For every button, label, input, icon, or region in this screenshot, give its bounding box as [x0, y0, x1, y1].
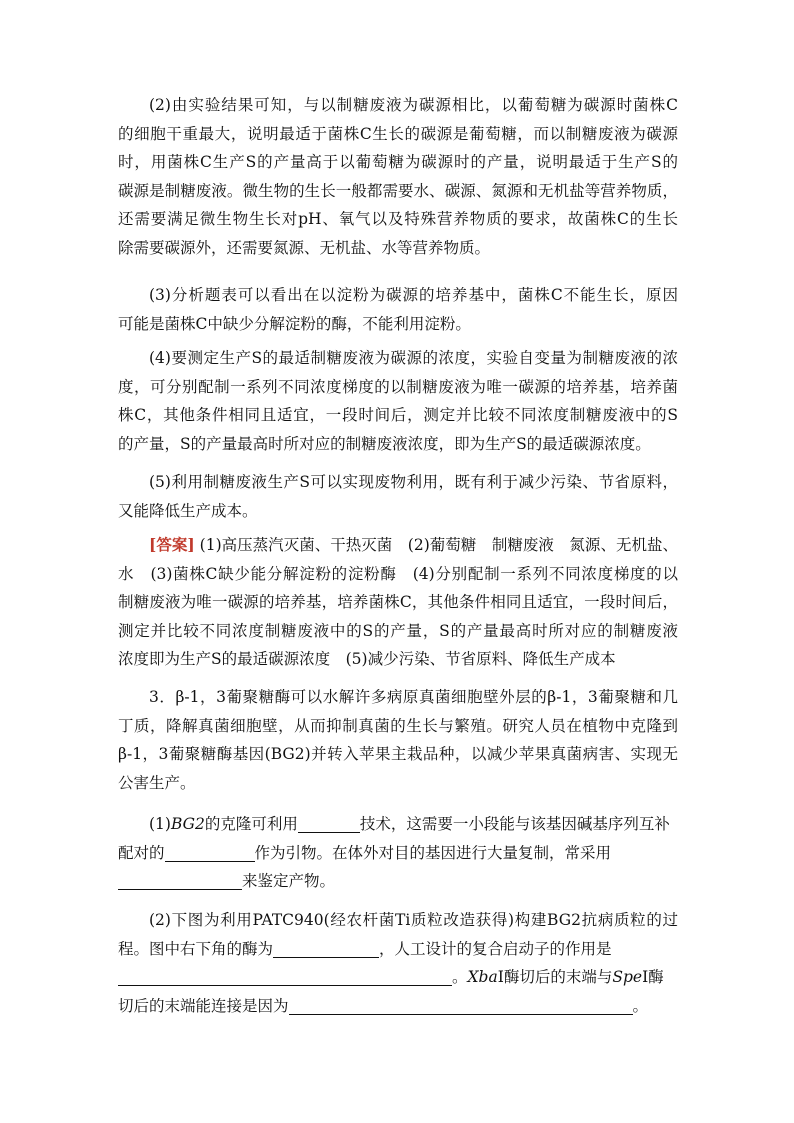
solution-part-5 [118, 468, 678, 525]
solution-part-4 [118, 344, 678, 458]
answer-blank[interactable] [118, 967, 452, 986]
text-line: 又能降低生产成本。 [118, 501, 258, 520]
answer-block [118, 531, 678, 674]
text-line: (3)分析题表可以看出在以淀粉为碳源的培养基中，菌株C不能生长，原因 [149, 286, 678, 304]
answer-blank[interactable] [289, 996, 633, 1015]
answer-tag: [答案] [149, 535, 195, 554]
text-line: 公害生产。 [118, 773, 196, 792]
answer-blank[interactable] [273, 939, 379, 958]
text-line: (1)BG2的克隆可利用 技术，这需要一小段能与该基因碱基序列互补 [149, 815, 670, 833]
solution-part-2 [118, 91, 678, 262]
text-line: 除需要碳源外，还需要氮源、无机盐、水等营养物质。 [118, 238, 491, 257]
question-3-stem [118, 683, 678, 797]
question-3-part-1 [118, 810, 678, 896]
text-line: 3．β-1，3葡聚糖酶可以水解许多病原真菌细胞壁外层的β-1，3葡聚糖和几 [149, 688, 678, 706]
answer-blank[interactable] [118, 871, 242, 890]
text-line [118, 531, 678, 560]
solution-part-3 [118, 281, 678, 338]
text-line: 还需要满足微生物生长对pH、氧气以及特殊营养物质的要求，故菌株C的生长 [118, 210, 678, 228]
text-line: 程。图中右下角的酶为 ，人工设计的复合启动子的作用是 [118, 939, 612, 958]
text-line: 可能是菌株C中缺少分解淀粉的酶，不能利用淀粉。 [118, 314, 471, 333]
text-line: 碳源是制糖废液。微生物的生长一般都需要水、碳源、氮源和无机盐等营养物质， [118, 181, 678, 200]
answer-blank[interactable] [165, 843, 255, 862]
text-line: 配对的 作为引物。在体外对目的基因进行大量复制，常采用 [118, 843, 612, 862]
text-line: 的产量，S的产量最高时所对应的制糖废液浓度，即为生产S的最适碳源浓度。 [118, 434, 651, 453]
answer-blank[interactable] [298, 814, 360, 833]
text-line: 水 (3)菌株C缺少能分解淀粉的淀粉酶 (4)分别配制一系列不同浓度梯度的以 [118, 564, 678, 583]
enzyme-name: Xba [467, 968, 498, 986]
text-line: (5)利用制糖废液生产S可以实现废物利用，既有利于减少污染、节省原料， [149, 473, 678, 491]
text-line: 来鉴定产物。 [118, 867, 678, 896]
text-line: 浓度即为生产S的最适碳源浓度 (5)减少污染、节省原料、降低生产成本 [118, 650, 616, 668]
text-line: 制糖废液为唯一碳源的培养基，培养菌株C，其他条件相同且适宜，一段时间后， [118, 593, 678, 611]
text-line: (2)下图为利用PATC940(经农杆菌Ti质粒改造获得)构建BG2抗病质粒的过 [149, 911, 678, 929]
text-line: 度，可分别配制一系列不同浓度梯度的以制糖废液为唯一碳源的培养基，培养菌 [118, 377, 678, 396]
text-line: 株C，其他条件相同且适宜，一段时间后，测定并比较不同浓度制糖废液中的S [118, 406, 678, 424]
text-line: 丁质，降解真菌细胞壁，从而抑制真菌的生长与繁殖。研究人员在植物中克隆到 [118, 716, 678, 735]
gene-name: BG2 [170, 815, 205, 833]
answer-text: (1)高压蒸汽灭菌、干热灭菌 (2)葡萄糖 制糖废液 氮源、无机盐、 [194, 536, 678, 554]
text-line: (2)由实验结果可知，与以制糖废液为碳源相比，以葡萄糖为碳源时菌株C [149, 96, 678, 114]
enzyme-name: Spe [612, 968, 643, 986]
text-line: β-1，3葡聚糖酶基因(BG2)并转入苹果主栽品种，以减少苹果真菌病害、实现无 [118, 745, 678, 763]
text-line: 切后的末端能连接是因为 。 [118, 996, 649, 1015]
text-line: 时，用菌株C生产S的产量高于以葡萄糖为碳源时的产量，说明最适于生产S的 [118, 153, 678, 171]
text-line: 测定并比较不同浓度制糖废液中的S的产量，S的产量最高时所对应的制糖废液 [118, 621, 678, 640]
question-3-part-2 [118, 906, 678, 1020]
text-line: (4)要测定生产S的最适制糖废液为碳源的浓度，实验自变量为制糖废液的浓 [149, 349, 678, 367]
text-line: 的细胞干重最大，说明最适于菌株C生长的碳源是葡萄糖，而以制糖废液为碳源 [118, 124, 678, 143]
text-line: 。XbaⅠ酶切后的末端与SpeⅠ酶 [118, 963, 678, 992]
